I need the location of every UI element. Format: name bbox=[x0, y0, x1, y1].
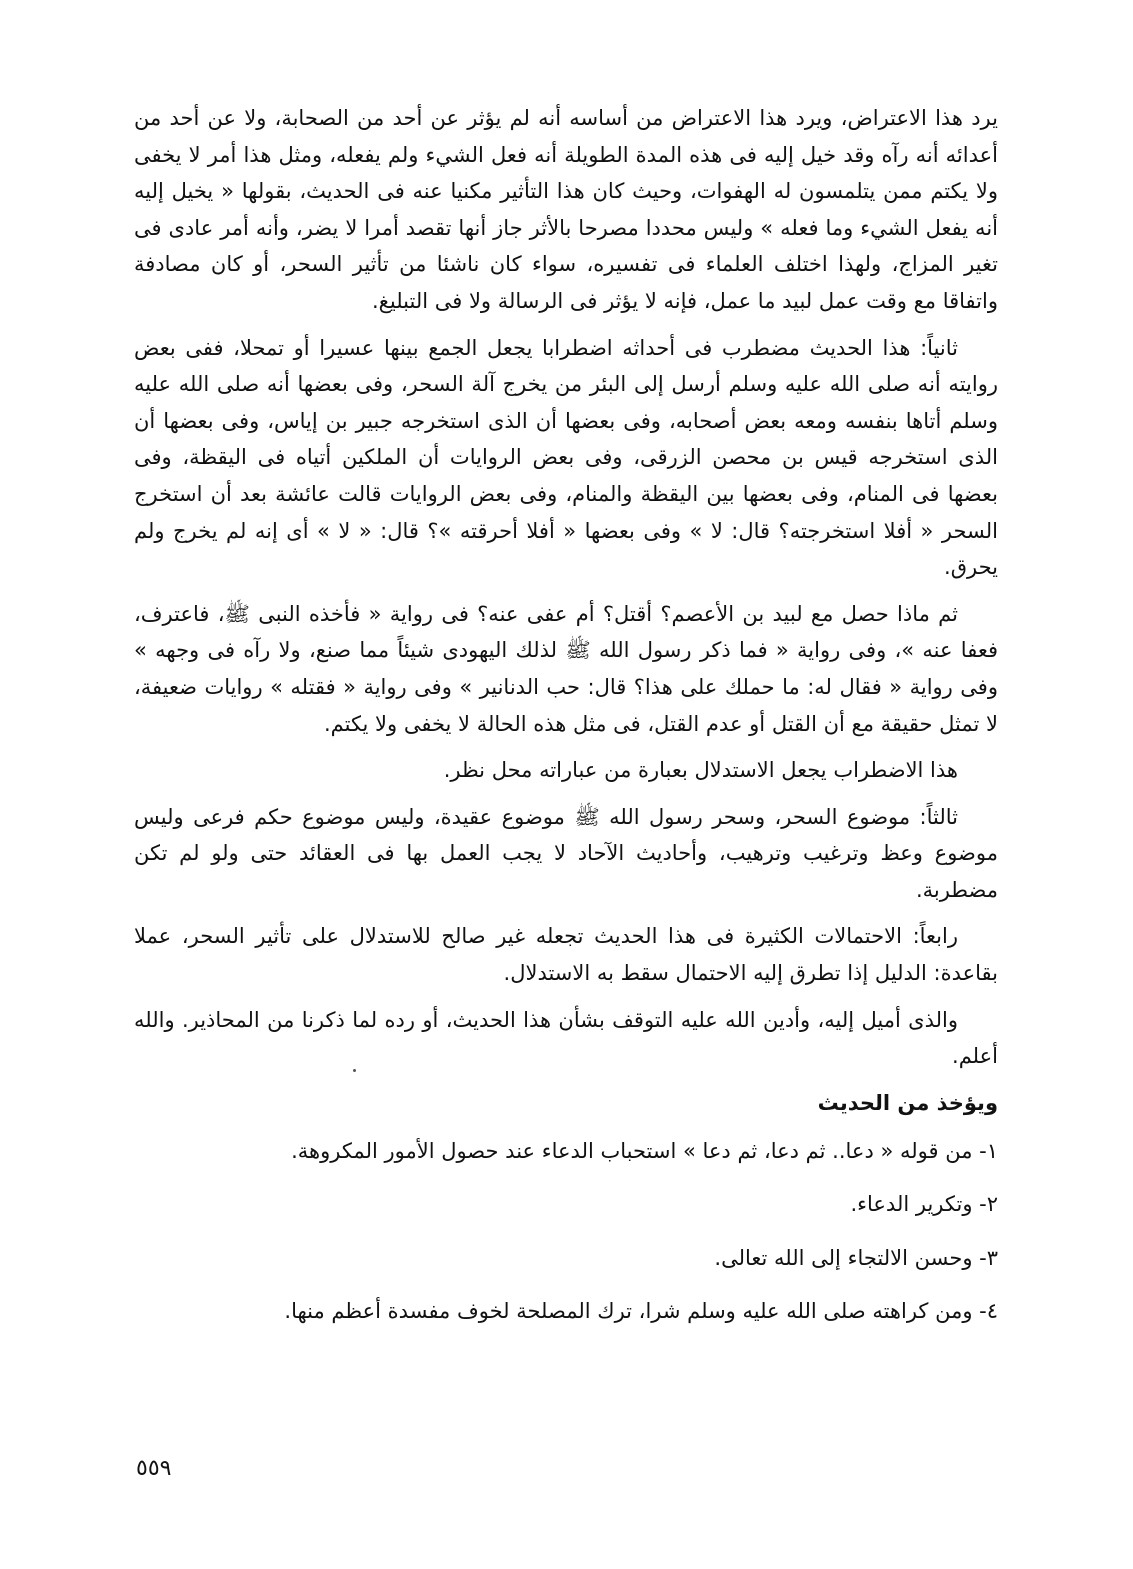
paragraph-fourth-point: رابعاً: الاحتمالات الكثيرة فى هذا الحديث تجعله غير صالح للاستدلال على تأثير السحر، عملا بقاعدة: الدليل إذا تطرق إليه الاحتمال سقط به الاستدلال. bbox=[134, 924, 998, 986]
paragraph-second-point: ثانياً: هذا الحديث مضطرب فى أحداثه اضطرابا يجعل الجمع بينها عسيرا أو تمحلا، ففى بعض روايته أنه صلى الله عليه وسلم أرسل إلى البئر من يخرج آلة السحر، وفى بعضها أنه صلى الله عليه وسلم أتاها بنفسه ومعه بعض أصحابه، وفى بعضها أن الذى استخرجه جبير بن إياس، وفى بعضها أن الذى استخرجه قيس بن محصن الزرقى، وفى بعض الروايات أن الملكين أتياه فى اليقظة، وفى بعضها فى المنام، وفى بعضها بين اليقظة والمنام، وفى بعض الروايات قالت عائشة بعد أن استخرج السحر « أفلا استخرجته؟ قال: لا » وفى بعضها « أفلا أحرقته »؟ قال: « لا » أى إنه لم يخرج ولم يحرق. bbox=[134, 335, 998, 580]
paragraph-third-point: ثالثاً: موضوع السحر، وسحر رسول الله ﷺ موضوع عقيدة، وليس موضوع حكم فرعى وليس موضوع وعظ وترغيب وترهيب، وأحاديث الآحاد لا يجب العمل بها فى العقائد حتى ولو لم تكن مضطربة. bbox=[134, 804, 998, 902]
paragraph-objection-reply: يرد هذا الاعتراض، ويرد هذا الاعتراض من أساسه أنه لم يؤثر عن أحد من الصحابة، ولا عن أحد من أعدائه أنه رآه وقد خيل إليه فى هذه المدة الطويلة أنه فعل الشيء ولم يفعله، ومثل هذا أمر لا يخفى ولا يكتم ممن يتلمسون له الهفوات، وحيث كان هذا التأثير مكنيا عنه فى الحديث، بقولها « يخيل إليه أنه يفعل الشيء وما فعله » وليس محددا مصرحا بالأثر جاز أنها تقصد أمرا لا يضر، وأنه أمر عادى فى تغير المزاج، ولهذا اختلف العلماء فى تفسيره، سواء كان ناشئا من تأثير السحر، أو كان مصادفة واتفاقا مع وقت عمل لبيد ما عمل، فإنه لا يؤثر فى الرسالة ولا فى التبليغ. bbox=[134, 106, 998, 313]
list-item: ٢- وتكرير الدعاء. bbox=[850, 1192, 998, 1217]
paragraph-labid-fate: ثم ماذا حصل مع لبيد بن الأعصم؟ أقتل؟ أم عفى عنه؟ فى رواية « فأخذه النبى ﷺ، فاعترف، فعفا عنه »، وفى رواية « فما ذكر رسول الله ﷺ لذلك اليهودى شيئاً مما صنع، ولا رآه فى وجهه » وفى رواية « فقال له: ما حملك على هذا؟ قال: حب الدنانير » وفى رواية « فقتله » روايات ضعيفة، لا تمثل حقيقة مع أن القتل أو عدم القتل، فى مثل هذه الحالة لا يخفى ولا يكتم. bbox=[134, 601, 998, 736]
paragraph-conclusion: والذى أميل إليه، وأدين الله عليه التوقف بشأن هذا الحديث، أو رده لما ذكرنا من المحاذير. والله أعلم. bbox=[134, 1007, 998, 1069]
scan-speck bbox=[353, 1069, 356, 1072]
list-item: ١- من قوله « دعا.. ثم دعا، ثم دعا » استحباب الدعاء عند حصول الأمور المكروهة. bbox=[291, 1138, 998, 1163]
list-item: ٣- وحسن الالتجاء إلى الله تعالى. bbox=[714, 1245, 998, 1270]
body-text bbox=[134, 100, 998, 1347]
section-heading: ويؤخذ من الحديث bbox=[817, 1090, 998, 1115]
lessons-list bbox=[134, 1133, 998, 1330]
list-item: ٤- ومن كراهته صلى الله عليه وسلم شرا، ترك المصلحة لخوف مفسدة أعظم منها. bbox=[284, 1299, 998, 1324]
page-number: ٥٥٩ bbox=[136, 1456, 172, 1481]
paragraph-disturbance-note: هذا الاضطراب يجعل الاستدلال بعبارة من عباراته محل نظر. bbox=[443, 758, 958, 783]
